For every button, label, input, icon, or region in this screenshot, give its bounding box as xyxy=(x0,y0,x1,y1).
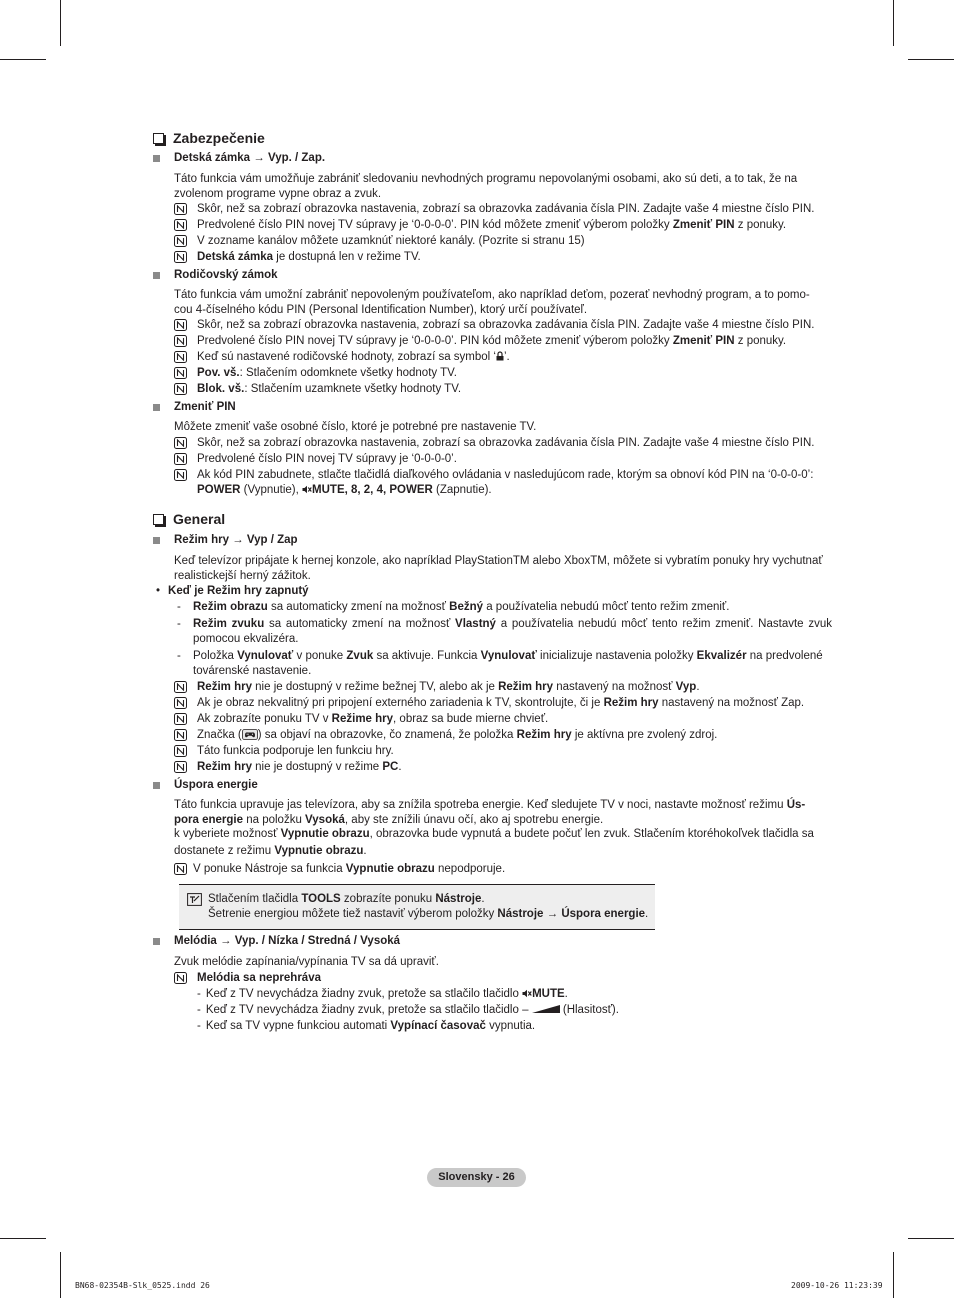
note-icon xyxy=(174,863,187,875)
lock-icon xyxy=(496,351,504,361)
note-icon xyxy=(174,351,187,363)
mute-icon xyxy=(302,485,312,494)
crop-mark xyxy=(0,1238,46,1239)
note-icon xyxy=(174,681,187,693)
volume-icon xyxy=(532,1005,560,1013)
crop-mark xyxy=(893,1252,894,1298)
crop-mark xyxy=(908,1238,954,1239)
note-icon xyxy=(174,745,187,757)
tools-tip-box: Stlačením tlačidla TOOLS zobrazíte ponuku Nástroje. Šetrenie energiou môžete tiež nastaviť výberom položky Nástroje → Úspora energie. xyxy=(179,884,655,930)
crop-mark xyxy=(60,1252,61,1298)
paragraph: Táto funkcia upravuje jas televízora, aby sa znížila spotreba energie. Keď sledujete TV v noci, nastavte možnosť režimu Ús- pora energie na položku Vysoká, aby ste znížili únavu očí, ako aj spotrebu energie. xyxy=(174,799,806,826)
note-icon xyxy=(174,469,187,481)
note-icon xyxy=(174,251,187,263)
note-icon xyxy=(174,761,187,773)
game-icon xyxy=(242,729,258,740)
footer-date: 2009-10-26 11:23:39 xyxy=(791,1281,883,1290)
note-icon xyxy=(174,235,187,247)
dash-item: - Keď sa TV vypne funkciou automati Vypínací časovač vypnutia. xyxy=(197,1020,536,1032)
note-icon xyxy=(174,219,187,231)
note-icon xyxy=(174,972,187,984)
mute-icon xyxy=(522,989,532,998)
crop-mark xyxy=(60,0,61,46)
subheading-melodia: Melódia → Vyp. / Nízka / Stredná / Vysoká xyxy=(153,935,400,947)
crop-mark xyxy=(908,59,954,60)
dash-item: - Keď z TV nevychádza žiadny zvuk, pretože sa stlačilo tlačidlo – (Hlasitosť). xyxy=(197,1004,619,1016)
paragraph: Táto funkcia vám umožňuje zabrániť sledovaniu nevhodných programu nepovolanými osobami, ako sú deti, a to tak, že na zvolenom programe vypne obraz a zvuk. xyxy=(174,173,798,200)
square-bullet-icon xyxy=(153,537,160,544)
subheading-detska-zamka: Detská zámka → Vyp. / Zap. xyxy=(153,152,325,164)
note-icon xyxy=(174,713,187,725)
section-title-general: General xyxy=(153,511,225,527)
note-icon xyxy=(174,367,187,379)
subheading-rodicovsky-zamok: Rodičovský zámok xyxy=(153,269,278,281)
note-icon xyxy=(174,203,187,215)
tools-icon xyxy=(187,893,202,906)
checkbox-icon xyxy=(153,133,164,144)
dash-item: - Keď z TV nevychádza žiadny zvuk, pretože sa stlačilo tlačidlo MUTE. xyxy=(197,988,568,1000)
note-icon xyxy=(174,383,187,395)
square-bullet-icon xyxy=(153,782,160,789)
square-bullet-icon xyxy=(153,938,160,945)
note-icon xyxy=(174,697,187,709)
paragraph: Keď televízor pripájate k hernej konzole, ako napríklad PlayStationTM alebo XboxTM, môžete si vybratím ponuky hry vychutnať realistickejší herný zážitok. xyxy=(174,555,823,582)
note-icon xyxy=(174,729,187,741)
note-icon xyxy=(174,319,187,331)
section-title-zabezpecenie: Zabezpečenie xyxy=(153,130,265,146)
footer-file: BN68-02354B-Slk_0525.indd 26 xyxy=(75,1281,210,1290)
paragraph: k vyberiete možnosť Vypnutie obrazu, obrazovka bude vypnutá a budete počuť len zvuk. Stlačením ktoréhokoľvek tlačidla sa dostanete z režimu Vypnutie obrazu. xyxy=(174,828,814,857)
square-bullet-icon xyxy=(153,404,160,411)
subheading-rezim-hry: Režim hry → Vyp / Zap xyxy=(153,534,298,546)
subheading-zmenit-pin: Zmeniť PIN xyxy=(153,401,236,413)
note-icon xyxy=(174,335,187,347)
bullet-item: • Keď je Režim hry zapnutý xyxy=(156,585,309,597)
paragraph: Zvuk melódie zapínania/vypínania TV sa dá upraviť. xyxy=(174,956,439,968)
crop-mark xyxy=(893,0,894,46)
note-icon xyxy=(174,453,187,465)
paragraph: Táto funkcia vám umožní zabrániť nepovoleným používateľom, ako napríklad deťom, pozerať nevhodný program, a to pomo- cou 4-číselného kódu PIN (Personal Identification Number), ktorý určí používateľ. xyxy=(174,289,810,316)
subheading-uspora-energie: Úspora energie xyxy=(153,779,258,791)
page-number-badge: Slovensky - 26 xyxy=(427,1168,526,1187)
square-bullet-icon xyxy=(153,155,160,162)
note-icon xyxy=(174,437,187,449)
square-bullet-icon xyxy=(153,272,160,279)
checkbox-icon xyxy=(153,514,164,525)
crop-mark xyxy=(0,59,46,60)
paragraph: Môžete zmeniť vaše osobné číslo, ktoré je potrebné pre nastavenie TV. xyxy=(174,421,537,433)
